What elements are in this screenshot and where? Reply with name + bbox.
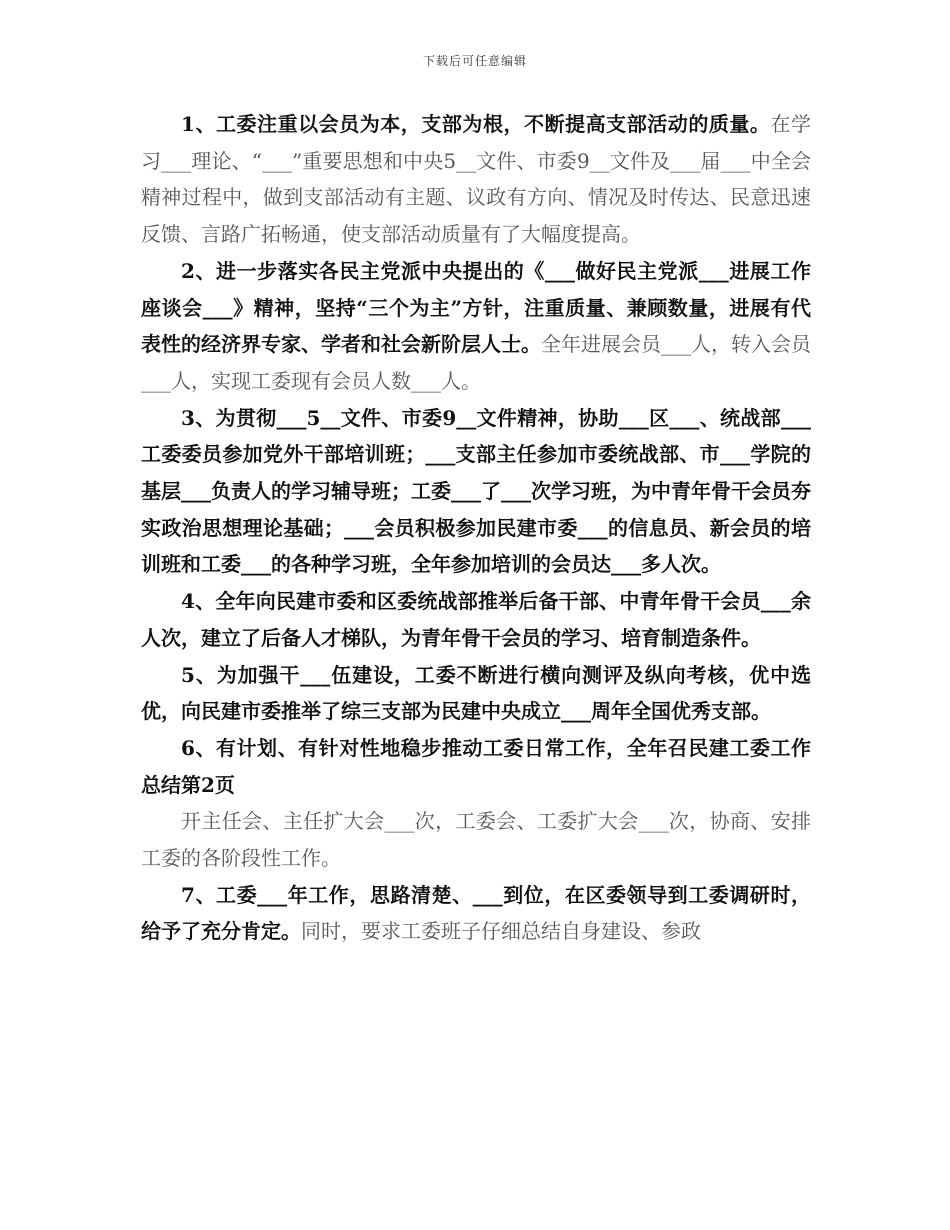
paragraph-7-bold: 7、工委___年工作，思路清楚、___到位，在区委领导到工委调研时，给予了充分肯定。 bbox=[141, 882, 811, 944]
paragraph-6 bbox=[141, 730, 811, 803]
paragraph-3-bold: 3、为贯彻___5__文件、市委9__文件精神，协助___区___、统战部___工委委员参加党外干部培训班；___支部主任参加市委统战部、市___学院的基层___负责人的学习辅导班；工委___了___次学习班，为中青年骨干会员夯实政治思想理论基础；___会员积极参加民建市委___的信息员、新会员的培训班和工委___的各种学习班，全年参加培训的会员达___多人次。 bbox=[141, 405, 811, 577]
paragraph-4-bold: 4、全年向民建市委和区委统战部推举后备干部、中青年骨干会员___余人次，建立了后备人才梯队，为青年骨干会员的学习、培育制造条件。 bbox=[141, 589, 811, 650]
paragraph-2-bold: 2、进一步落实各民主党派中央提出的《___做好民主党派___进展工作座谈会___》精神，坚持“三个为主”方针，注重质量、兼顾数量，进展有代表性的经济界专家、学者和社会新阶层人士。 bbox=[141, 258, 811, 357]
paragraph-1-bold: 1、工委注重以会员为本，支部为根，不断提高支部活动的质量。 bbox=[181, 112, 771, 136]
paragraph-6-continued bbox=[141, 803, 811, 876]
paragraph-6-continued-normal: 开主任会、主任扩大会___次，工委会、工委扩大会___次，协商、安排工委的各阶段性工作。 bbox=[141, 809, 811, 871]
paragraph-2-normal: 全年进展会员___人，转入会员___人，实现工委现有会员人数___人。 bbox=[141, 332, 811, 393]
document-body bbox=[141, 106, 811, 950]
paragraph-5 bbox=[141, 657, 811, 730]
paragraph-5-bold: 5、为加强干___伍建设，工委不断进行横向测评及纵向考核，优中选优，向民建市委推举了综三支部为民建中央成立___周年全国优秀支部。 bbox=[141, 662, 811, 724]
paragraph-1-normal: 在学习___理论、“___”重要思想和中央5__文件、市委9__文件及___届___中全会精神过程中，做到支部活动有主题、议政有方向、情况及时传达、民意迅速反馈、言路广拓畅通，使支部活动质量有了大幅度提高。 bbox=[141, 112, 812, 247]
paragraph-2 bbox=[141, 253, 811, 400]
paragraph-7-normal: 同时，要求工委班子仔细总结自身建设、参政 bbox=[301, 919, 701, 944]
paragraph-6-bold: 6、有计划、有针对性地稳步推动工委日常工作，全年召民建工委工作总结第2页 bbox=[141, 735, 811, 797]
paragraph-3 bbox=[141, 400, 811, 584]
paragraph-4 bbox=[141, 583, 811, 656]
paragraph-1 bbox=[141, 106, 811, 253]
paragraph-7 bbox=[141, 877, 811, 950]
page-header: 下载后可任意编辑 bbox=[422, 54, 527, 68]
